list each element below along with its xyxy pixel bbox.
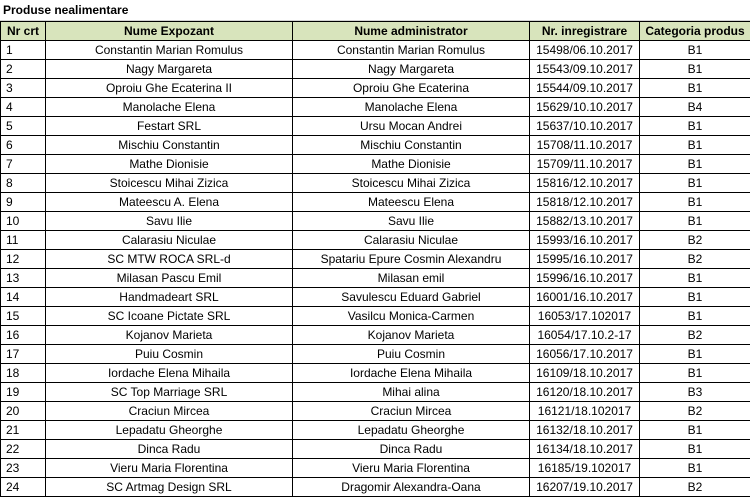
cell-categoria-produs[interactable]: B1 (640, 421, 750, 440)
cell-nume-administrator[interactable]: Manolache Elena (293, 98, 530, 117)
cell-nr-inregistrare[interactable]: 15709/11.10.2017 (530, 155, 640, 174)
cell-nr-crt[interactable]: 3 (1, 79, 46, 98)
header-nume-administrator[interactable]: Nume administrator (293, 22, 530, 41)
cell-nr-inregistrare[interactable]: 15498/06.10.2017 (530, 41, 640, 60)
cell-nume-administrator[interactable]: Kojanov Marieta (293, 326, 530, 345)
cell-categoria-produs[interactable]: B1 (640, 307, 750, 326)
cell-nr-inregistrare[interactable]: 16053/17.102017 (530, 307, 640, 326)
table-row (1, 117, 750, 136)
cell-nume-administrator[interactable]: Constantin Marian Romulus (293, 41, 530, 60)
cell-nr-inregistrare[interactable]: 16134/18.10.2017 (530, 440, 640, 459)
cell-nr-inregistrare[interactable]: 16056/17.10.2017 (530, 345, 640, 364)
table-row (1, 174, 750, 193)
cell-nume-expozant[interactable]: Iordache Elena Mihaila (46, 364, 293, 383)
cell-nume-expozant[interactable]: Vieru Maria Florentina (46, 459, 293, 478)
cell-nr-inregistrare[interactable]: 15543/09.10.2017 (530, 60, 640, 79)
cell-nume-expozant[interactable]: Dinca Radu (46, 440, 293, 459)
table-body (1, 41, 750, 497)
cell-nr-inregistrare[interactable]: 15544/09.10.2017 (530, 79, 640, 98)
sheet-title: Produse nealimentare (3, 3, 129, 17)
table-row (1, 212, 750, 231)
cell-nr-crt[interactable]: 20 (1, 402, 46, 421)
cell-nr-crt[interactable]: 6 (1, 136, 46, 155)
cell-nr-inregistrare[interactable]: 16132/18.10.2017 (530, 421, 640, 440)
cell-nume-administrator[interactable]: Mihai alina (293, 383, 530, 402)
cell-categoria-produs[interactable]: B1 (640, 41, 750, 60)
cell-nume-expozant[interactable]: Mischiu Constantin (46, 136, 293, 155)
table-row (1, 193, 750, 212)
cell-categoria-produs[interactable]: B4 (640, 98, 750, 117)
cell-nr-inregistrare[interactable]: 15816/12.10.2017 (530, 174, 640, 193)
cell-categoria-produs[interactable]: B1 (640, 364, 750, 383)
cell-nume-administrator[interactable]: Savulescu Eduard Gabriel (293, 288, 530, 307)
cell-nr-crt[interactable]: 24 (1, 478, 46, 497)
cell-nume-administrator[interactable]: Savu Ilie (293, 212, 530, 231)
table-row (1, 136, 750, 155)
cell-nr-inregistrare[interactable]: 15882/13.10.2017 (530, 212, 640, 231)
cell-nume-administrator[interactable]: Milasan emil (293, 269, 530, 288)
cell-nume-expozant[interactable]: SC Top Marriage SRL (46, 383, 293, 402)
header-nume-expozant[interactable]: Nume Expozant (46, 22, 293, 41)
cell-categoria-produs[interactable]: B1 (640, 193, 750, 212)
cell-nume-expozant[interactable]: SC MTW ROCA SRL-d (46, 250, 293, 269)
cell-nume-expozant[interactable]: Lepadatu Gheorghe (46, 421, 293, 440)
cell-nr-crt[interactable]: 2 (1, 60, 46, 79)
cell-nr-crt[interactable]: 8 (1, 174, 46, 193)
cell-categoria-produs[interactable]: B2 (640, 250, 750, 269)
cell-nr-crt[interactable]: 23 (1, 459, 46, 478)
cell-categoria-produs[interactable]: B2 (640, 402, 750, 421)
cell-nume-administrator[interactable]: Oproiu Ghe Ecaterina (293, 79, 530, 98)
cell-categoria-produs[interactable]: B1 (640, 345, 750, 364)
table-row (1, 155, 750, 174)
cell-nume-administrator[interactable]: Vieru Maria Florentina (293, 459, 530, 478)
cell-categoria-produs[interactable]: B1 (640, 288, 750, 307)
header-categoria-produs[interactable]: Categoria produs (640, 22, 750, 41)
cell-nr-inregistrare[interactable]: 15993/16.10.2017 (530, 231, 640, 250)
header-nr-crt[interactable]: Nr crt (1, 22, 46, 41)
cell-nr-crt[interactable]: 9 (1, 193, 46, 212)
cell-nume-expozant[interactable]: Calarasiu Niculae (46, 231, 293, 250)
cell-nume-expozant[interactable]: Stoicescu Mihai Zizica (46, 174, 293, 193)
table-row (1, 98, 750, 117)
table-row (1, 345, 750, 364)
cell-categoria-produs[interactable]: B2 (640, 478, 750, 497)
cell-nr-crt[interactable]: 22 (1, 440, 46, 459)
cell-nume-expozant[interactable]: Puiu Cosmin (46, 345, 293, 364)
cell-nr-crt[interactable]: 13 (1, 269, 46, 288)
cell-nr-crt[interactable]: 21 (1, 421, 46, 440)
cell-nume-expozant[interactable]: Manolache Elena (46, 98, 293, 117)
cell-categoria-produs[interactable]: B1 (640, 155, 750, 174)
table-row (1, 41, 750, 60)
cell-nume-administrator[interactable]: Mischiu Constantin (293, 136, 530, 155)
cell-categoria-produs[interactable]: B1 (640, 440, 750, 459)
table-row (1, 60, 750, 79)
cell-nume-administrator[interactable]: Nagy Margareta (293, 60, 530, 79)
cell-categoria-produs[interactable]: B1 (640, 459, 750, 478)
cell-nr-crt[interactable]: 16 (1, 326, 46, 345)
cell-nr-crt[interactable]: 11 (1, 231, 46, 250)
cell-nr-inregistrare[interactable]: 16054/17.10.2-17 (530, 326, 640, 345)
cell-nume-administrator[interactable]: Dinca Radu (293, 440, 530, 459)
cell-categoria-produs[interactable]: B1 (640, 79, 750, 98)
table-row (1, 326, 750, 345)
cell-categoria-produs[interactable]: B2 (640, 326, 750, 345)
cell-nume-administrator[interactable]: Iordache Elena Mihaila (293, 364, 530, 383)
cell-nr-crt[interactable]: 5 (1, 117, 46, 136)
cell-nume-administrator[interactable]: Calarasiu Niculae (293, 231, 530, 250)
table-row (1, 383, 750, 402)
table-row (1, 231, 750, 250)
cell-nume-administrator[interactable]: Lepadatu Gheorghe (293, 421, 530, 440)
cell-nume-expozant[interactable]: Oproiu Ghe Ecaterina II (46, 79, 293, 98)
header-row (1, 22, 750, 41)
cell-nume-administrator[interactable]: Puiu Cosmin (293, 345, 530, 364)
cell-nr-crt[interactable]: 1 (1, 41, 46, 60)
cell-nume-administrator[interactable]: Spatariu Epure Cosmin Alexandru (293, 250, 530, 269)
cell-nume-expozant[interactable]: Kojanov Marieta (46, 326, 293, 345)
cell-categoria-produs[interactable]: B1 (640, 269, 750, 288)
table-row (1, 307, 750, 326)
cell-categoria-produs[interactable]: B3 (640, 383, 750, 402)
cell-categoria-produs[interactable]: B1 (640, 117, 750, 136)
cell-nume-administrator[interactable]: Stoicescu Mihai Zizica (293, 174, 530, 193)
table-row (1, 250, 750, 269)
cell-categoria-produs[interactable]: B1 (640, 212, 750, 231)
cell-nr-inregistrare[interactable]: 15995/16.10.2017 (530, 250, 640, 269)
table-row (1, 421, 750, 440)
title-row[interactable] (0, 0, 750, 21)
cell-categoria-produs[interactable]: B2 (640, 231, 750, 250)
cell-nr-inregistrare[interactable]: 15996/16.10.2017 (530, 269, 640, 288)
cell-nr-crt[interactable]: 7 (1, 155, 46, 174)
cell-nr-inregistrare[interactable]: 16109/18.10.2017 (530, 364, 640, 383)
cell-nr-crt[interactable]: 12 (1, 250, 46, 269)
cell-nr-inregistrare[interactable]: 15708/11.10.2017 (530, 136, 640, 155)
cell-categoria-produs[interactable]: B1 (640, 174, 750, 193)
cell-nume-expozant[interactable]: Constantin Marian Romulus (46, 41, 293, 60)
cell-nr-inregistrare[interactable]: 15818/12.10.2017 (530, 193, 640, 212)
exhibitor-table (0, 21, 750, 497)
cell-nr-inregistrare[interactable]: 16185/19.102017 (530, 459, 640, 478)
header-nr-inregistrare[interactable]: Nr. inregistrare (530, 22, 640, 41)
cell-nume-expozant[interactable]: Savu Ilie (46, 212, 293, 231)
cell-nume-administrator[interactable]: Craciun Mircea (293, 402, 530, 421)
cell-nr-crt[interactable]: 19 (1, 383, 46, 402)
cell-nr-inregistrare[interactable]: 15629/10.10.2017 (530, 98, 640, 117)
cell-nr-crt[interactable]: 18 (1, 364, 46, 383)
cell-nume-expozant[interactable]: Nagy Margareta (46, 60, 293, 79)
cell-nume-administrator[interactable]: Vasilcu Monica-Carmen (293, 307, 530, 326)
cell-categoria-produs[interactable]: B1 (640, 60, 750, 79)
table-row (1, 440, 750, 459)
cell-nr-crt[interactable]: 17 (1, 345, 46, 364)
cell-categoria-produs[interactable]: B1 (640, 136, 750, 155)
cell-nume-expozant[interactable]: SC Artmag Design SRL (46, 478, 293, 497)
table-row (1, 478, 750, 497)
cell-nume-administrator[interactable]: Dragomir Alexandra-Oana (293, 478, 530, 497)
cell-nume-expozant[interactable]: Mateescu A. Elena (46, 193, 293, 212)
cell-nume-expozant[interactable]: Festart SRL (46, 117, 293, 136)
table-row (1, 364, 750, 383)
cell-nr-crt[interactable]: 14 (1, 288, 46, 307)
table-row (1, 288, 750, 307)
cell-nume-administrator[interactable]: Mateescu Elena (293, 193, 530, 212)
table-row (1, 269, 750, 288)
cell-nume-expozant[interactable]: Handmadeart SRL (46, 288, 293, 307)
cell-nr-crt[interactable]: 10 (1, 212, 46, 231)
cell-nr-inregistrare[interactable]: 16001/16.10.2017 (530, 288, 640, 307)
table-row (1, 79, 750, 98)
cell-nr-inregistrare[interactable]: 16121/18.102017 (530, 402, 640, 421)
cell-nume-expozant[interactable]: Milasan Pascu Emil (46, 269, 293, 288)
cell-nr-inregistrare[interactable]: 16120/18.10.2017 (530, 383, 640, 402)
cell-nume-expozant[interactable]: Craciun Mircea (46, 402, 293, 421)
cell-nume-expozant[interactable]: SC Icoane Pictate SRL (46, 307, 293, 326)
cell-nr-crt[interactable]: 4 (1, 98, 46, 117)
table-row (1, 459, 750, 478)
cell-nume-administrator[interactable]: Ursu Mocan Andrei (293, 117, 530, 136)
cell-nr-crt[interactable]: 15 (1, 307, 46, 326)
table-row (1, 402, 750, 421)
cell-nr-inregistrare[interactable]: 15637/10.10.2017 (530, 117, 640, 136)
cell-nr-inregistrare[interactable]: 16207/19.10.2017 (530, 478, 640, 497)
cell-nume-administrator[interactable]: Mathe Dionisie (293, 155, 530, 174)
cell-nume-expozant[interactable]: Mathe Dionisie (46, 155, 293, 174)
